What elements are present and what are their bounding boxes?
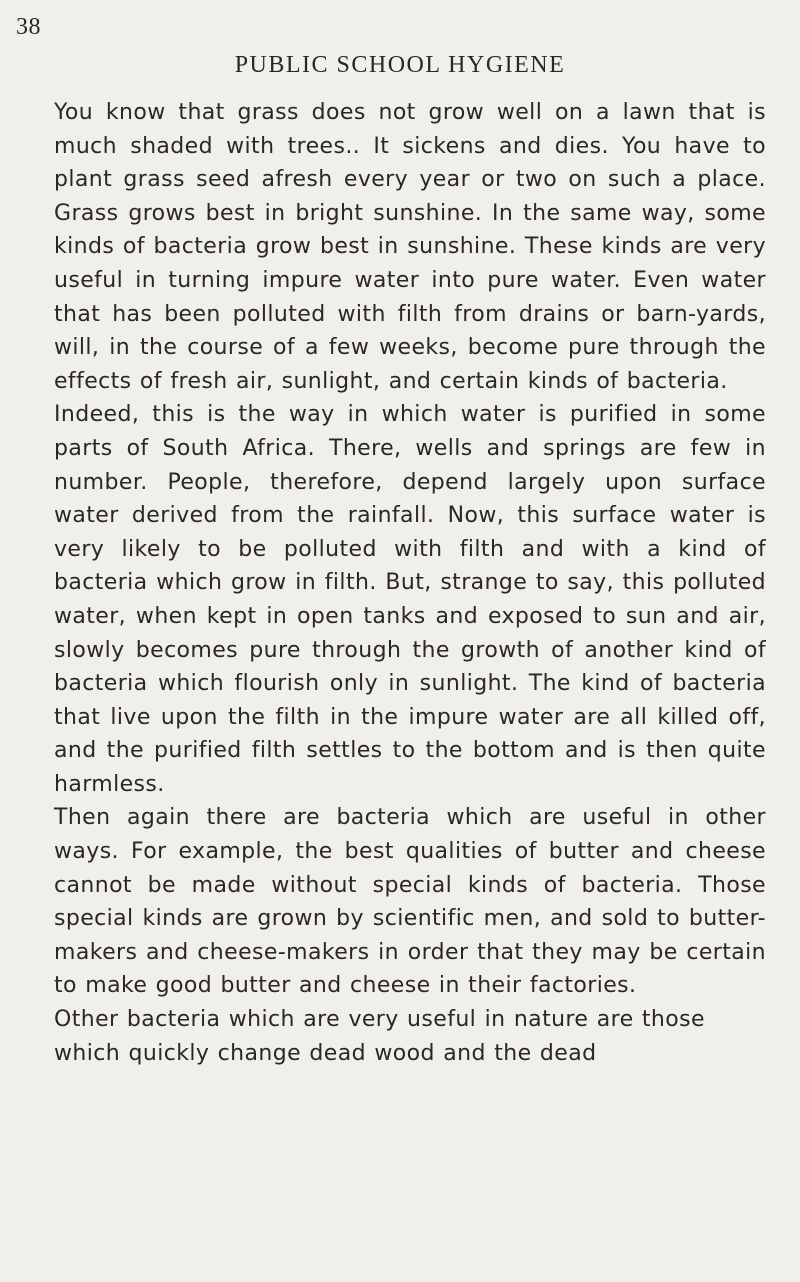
- paragraph-3: Then again there are bacteria which are useful in other ways. For example, the best qualities of butter and cheese cannot be made without special kinds of bacteria. Those special kinds are grown by scientific men, and sold to butter-makers and cheese-makers in order that they may be certain to make good butter and cheese in their factories.: [54, 805, 766, 999]
- paragraph-1: You know that grass does not grow well on a lawn that is much shaded with trees.. It sickens and dies. You have to plant grass seed afresh every year or two on such a place. Grass grows best in bright sunshine. In the same way, some kinds of bacteria grow best in sunshine. These kinds are very useful in turning impure water into pure water. Even water that has been polluted with filth from drains or barn-yards, will, in the course of a few weeks, become pure through the effects of fresh air, sunlight, and certain kinds of bacteria.: [54, 100, 766, 394]
- running-title: PUBLIC SCHOOL HYGIENE: [234, 52, 566, 78]
- paragraph-2: Indeed, this is the way in which water is purified in some parts of South Africa. There, wells and springs are few in number. People, therefore, depend largely upon surface water derived from the rainfall. Now, this surface water is very likely to be polluted with filth and with a kind of bacteria which grow in filth. But, strange to say, this polluted water, when kept in open tanks and exposed to sun and air, slowly becomes pure through the growth of another kind of bacteria which flourish only in sunlight. The kind of bacteria that live upon the filth in the impure water are all killed off, and the purified filth settles to the bottom and is then quite harmless.: [54, 402, 766, 797]
- page-number: 38: [16, 14, 41, 40]
- body-text: [54, 96, 766, 1070]
- paragraph-4: Other bacteria which are very useful in nature are those which quickly change dead wood and the dead: [54, 1007, 705, 1066]
